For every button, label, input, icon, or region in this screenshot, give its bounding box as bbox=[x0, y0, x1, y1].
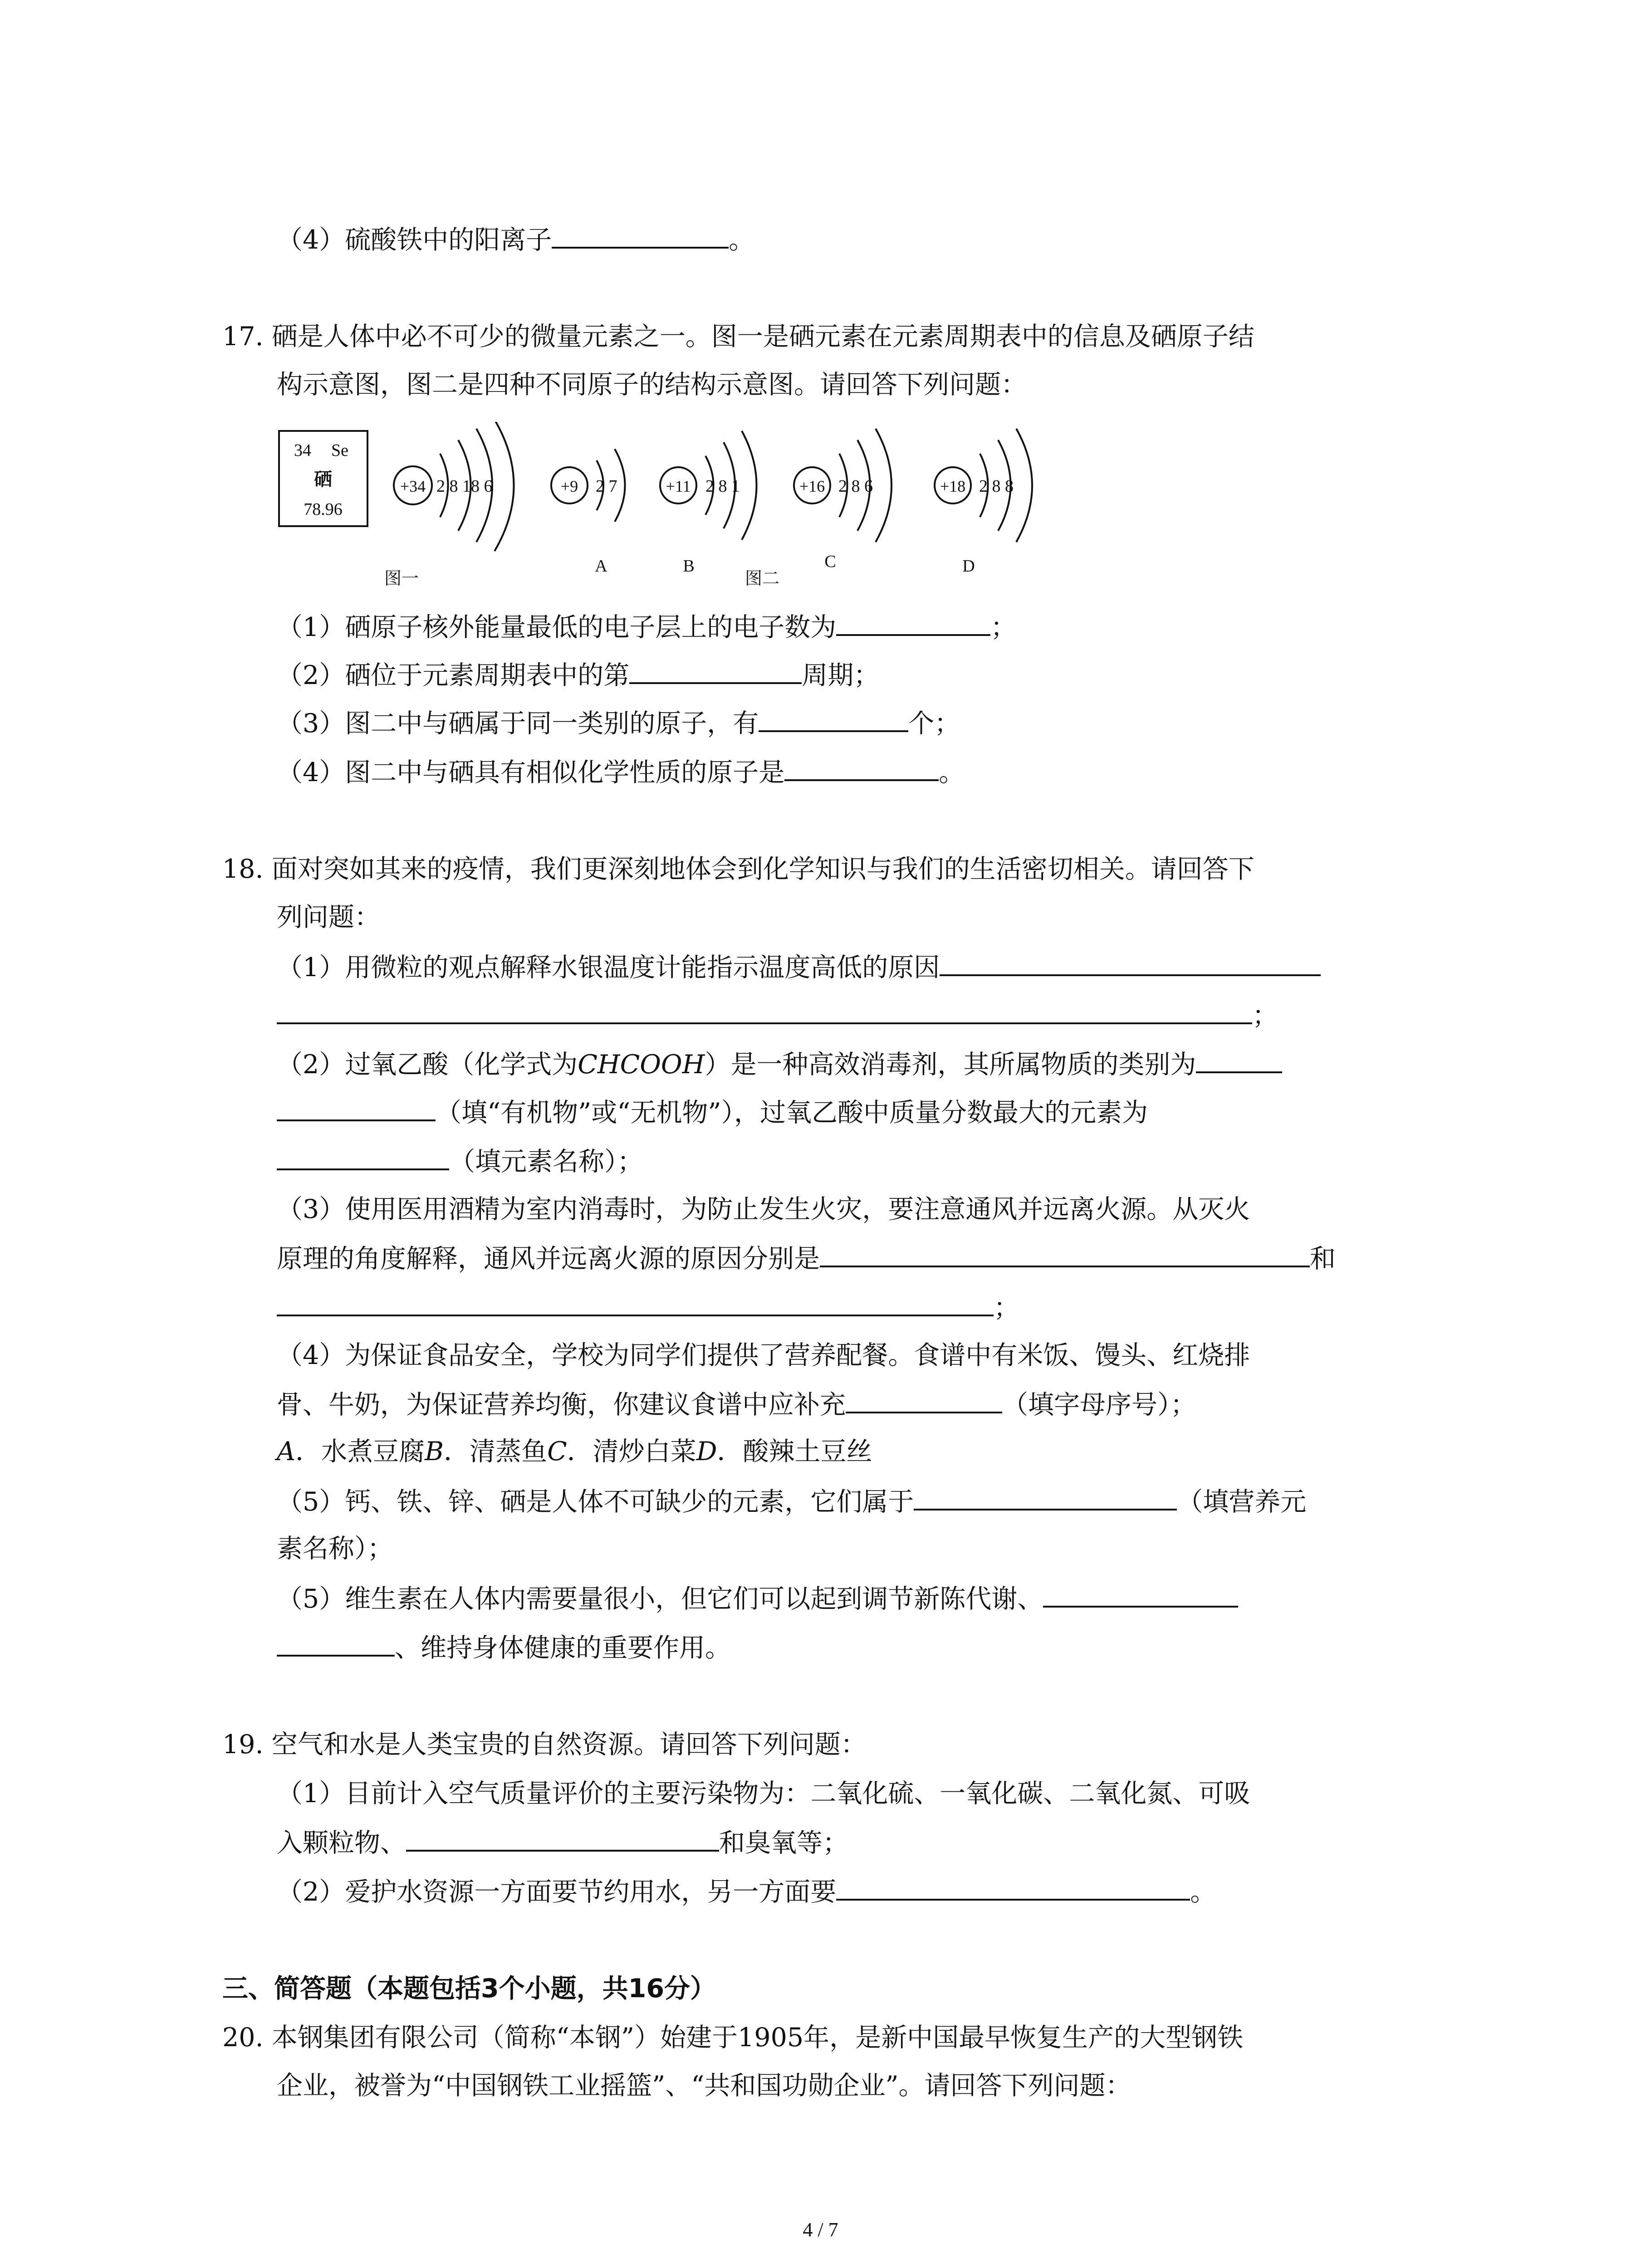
answer-blank[interactable] bbox=[784, 753, 939, 781]
q18-part4-line1: （4）为保证食品安全，学校为同学们提供了营养配餐。食谱中有米饭、馒头、红烧排 bbox=[277, 1340, 1250, 1370]
answer-blank[interactable] bbox=[277, 1628, 395, 1657]
atom-structure-figure bbox=[272, 422, 1071, 603]
q17-stem-line2: 构示意图，图二是四种不同原子的结构示意图。请回答下列问题： bbox=[277, 370, 1027, 400]
atom-c-shells: 2 8 6 bbox=[838, 477, 873, 496]
chemical-formula: CHCOOH bbox=[578, 1050, 705, 1080]
se-nucleus-charge: +34 bbox=[400, 477, 426, 495]
q18-stem-line1: 18. 面对突如其来的疫情，我们更深刻地体会到化学知识与我们的生活密切相关。请回答下 bbox=[222, 854, 1254, 884]
q18-part2-line3: （填元素名称）； bbox=[277, 1142, 643, 1180]
q18-part5-line2: 素名称）； bbox=[277, 1534, 393, 1564]
answer-blank[interactable] bbox=[836, 1872, 1190, 1901]
atomic-mass: 78.96 bbox=[304, 500, 343, 519]
q19-part1-line2: 入颗粒物、 和臭氧等； bbox=[277, 1823, 848, 1861]
figure-two-caption: 图二 bbox=[745, 569, 780, 588]
answer-blank[interactable] bbox=[1196, 1045, 1282, 1073]
q17-part3: （3）图二中与硒属于同一类别的原子，有 个； bbox=[277, 704, 960, 742]
q20-stem-line1: 20. 本钢集团有限公司（简称“本钢”）始建于1905年，是新中国最早恢复生产的大型钢铁 bbox=[222, 2023, 1244, 2053]
atom-c-label: C bbox=[824, 552, 836, 571]
answer-blank[interactable] bbox=[846, 1385, 1002, 1413]
answer-blank[interactable] bbox=[277, 1093, 436, 1121]
q17-part4: （4）图二中与硒具有相似化学性质的原子是 。 bbox=[277, 753, 965, 791]
answer-blank[interactable] bbox=[836, 608, 990, 636]
atom-a-label: A bbox=[595, 557, 607, 576]
q18-part3-line1: （3）使用医用酒精为室内消毒时，为防止发生火灾，要注意通风并远离火源。从灭火 bbox=[277, 1194, 1250, 1224]
q19-part2: （2）爱护水资源一方面要节约用水，另一方面要 。 bbox=[277, 1872, 1216, 1910]
element-symbol: Se bbox=[331, 441, 348, 460]
page-number: 4 / 7 bbox=[803, 2219, 838, 2241]
q18-part3-line3: ； bbox=[277, 1288, 1019, 1326]
periodic-table-cell bbox=[279, 431, 367, 526]
q18-stem-line2: 列问题： bbox=[277, 902, 380, 932]
q18-part2-line1: （2）过氧乙酸（化学式为CHCOOH）是一种高效消毒剂，其所属物质的类别为 bbox=[277, 1045, 1282, 1083]
atom-d-label: D bbox=[962, 557, 975, 576]
q19-part1-line1: （1）目前计入空气质量评价的主要污染物为：二氧化硫、一氧化碳、二氧化氮、可吸 bbox=[277, 1779, 1250, 1809]
q18-part5-line1: （5）钙、铁、锌、硒是人体不可缺少的元素，它们属于 （填营养元 bbox=[277, 1482, 1306, 1520]
atom-b-nucleus: +11 bbox=[666, 477, 691, 495]
q19-stem: 19. 空气和水是人类宝贵的自然资源。请回答下列问题： bbox=[222, 1730, 867, 1760]
atom-d-nucleus: +18 bbox=[940, 477, 966, 495]
answer-blank[interactable] bbox=[759, 704, 908, 732]
q17-part2: （2）硒位于元素周期表中的第 周期； bbox=[277, 656, 879, 694]
q20-stem-line2: 企业，被誉为“中国钢铁工业摇篮”、“共和国功勋企业”。请回答下列问题： bbox=[277, 2071, 1132, 2101]
q16-part4: （4）硫酸铁中的阳离子 。 bbox=[277, 220, 754, 258]
atom-b-shells: 2 8 1 bbox=[705, 477, 740, 496]
atom-a-nucleus: +9 bbox=[560, 477, 578, 495]
atom-a-shells: 2 7 bbox=[596, 477, 617, 496]
atom-d-shells: 2 8 8 bbox=[979, 477, 1014, 496]
section-three-heading: 三、简答题（本题包括3个小题，共16分） bbox=[222, 1974, 716, 2004]
atom-b-label: B bbox=[683, 557, 695, 576]
q18-part4-line2: 骨、牛奶，为保证营养均衡，你建议食谱中应补充 （填字母序号）； bbox=[277, 1385, 1196, 1423]
answer-blank[interactable] bbox=[629, 656, 802, 684]
answer-blank[interactable] bbox=[940, 948, 1321, 976]
answer-blank[interactable] bbox=[914, 1482, 1177, 1510]
answer-blank[interactable] bbox=[277, 1288, 994, 1316]
figure-one-caption: 图一 bbox=[384, 569, 419, 588]
answer-blank[interactable] bbox=[1043, 1579, 1238, 1608]
q18-part6-line2: 、维持身体健康的重要作用。 bbox=[277, 1628, 731, 1666]
answer-blank[interactable] bbox=[552, 220, 729, 249]
element-name: 硒 bbox=[314, 469, 332, 489]
answer-blank[interactable] bbox=[277, 996, 1252, 1024]
se-shell-electrons: 2 8 18 6 bbox=[436, 477, 493, 496]
q18-part1-line2: ； bbox=[277, 996, 1278, 1034]
q17-stem-line1: 17. 硒是人体中必不可少的微量元素之一。图一是硒元素在元素周期表中的信息及硒原子结 bbox=[222, 322, 1254, 352]
atomic-number: 34 bbox=[294, 441, 311, 460]
q18-part6-line1: （5）维生素在人体内需要量很小，但它们可以起到调节新陈代谢、 bbox=[277, 1579, 1238, 1617]
atom-c-nucleus: +16 bbox=[799, 477, 825, 495]
q17-part1: （1）硒原子核外能量最低的电子层上的电子数为 ； bbox=[277, 608, 1016, 645]
q18-options: A．水煮豆腐B．清蒸鱼C．清炒白菜D．酸辣土豆丝 bbox=[277, 1437, 872, 1466]
answer-blank[interactable] bbox=[277, 1142, 449, 1170]
answer-blank[interactable] bbox=[406, 1823, 719, 1852]
q18-part2-line2: （填“有机物”或“无机物”），过氧乙酸中质量分数最大的元素为 bbox=[277, 1093, 1148, 1131]
q18-part1-line1: （1）用微粒的观点解释水银温度计能指示温度高低的原因 bbox=[277, 948, 1321, 986]
q18-part3-line2: 原理的角度解释，通风并远离火源的原因分别是 和 bbox=[277, 1239, 1336, 1277]
answer-blank[interactable] bbox=[820, 1239, 1310, 1267]
